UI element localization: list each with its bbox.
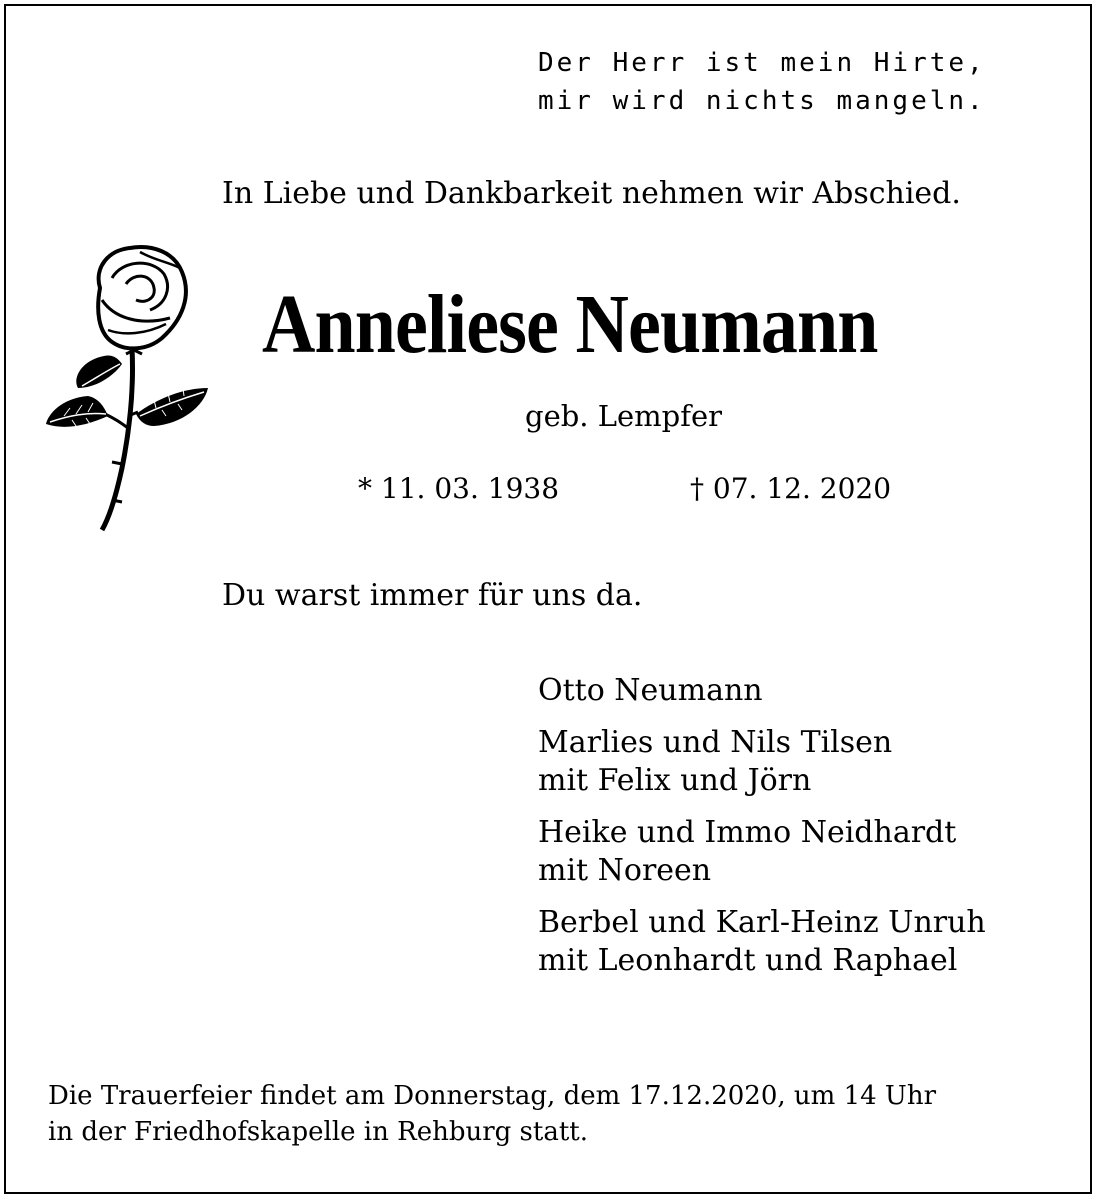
- mourner-line: Marlies und Nils Tilsen: [538, 725, 893, 760]
- mourner-line: mit Felix und Jörn: [538, 763, 812, 798]
- funeral-notice: [48, 1078, 936, 1150]
- mourners-list: [538, 672, 986, 994]
- mourner-line: Heike und Immo Neidhardt: [538, 815, 957, 850]
- birth-date: * 11. 03. 1938: [358, 472, 560, 505]
- deceased-name: Anneliese Neumann: [262, 278, 878, 371]
- psalm-line-2: mir wird nichts mangeln.: [538, 86, 986, 116]
- birth-name: geb. Lempfer: [525, 399, 722, 433]
- farewell-intro: In Liebe und Dankbarkeit nehmen wir Abschied.: [222, 176, 961, 211]
- mourner-line: Berbel und Karl-Heinz Unruh: [538, 905, 986, 940]
- mourner-line: mit Noreen: [538, 853, 712, 888]
- funeral-line-2: in der Friedhofskapelle in Rehburg statt.: [48, 1117, 589, 1147]
- memorial-quote: Du warst immer für uns da.: [222, 578, 643, 613]
- death-date: † 07. 12. 2020: [690, 472, 892, 505]
- mourner-group: [538, 672, 986, 710]
- mourner-group: [538, 724, 986, 800]
- mourner-line: mit Leonhardt und Raphael: [538, 943, 958, 978]
- psalm-verse: [538, 44, 986, 120]
- psalm-line-1: Der Herr ist mein Hirte,: [538, 48, 986, 78]
- rose-icon: [42, 238, 214, 534]
- mourner-line: Otto Neumann: [538, 673, 763, 708]
- mourner-group: [538, 904, 986, 980]
- funeral-line-1: Die Trauerfeier findet am Donnerstag, dem 17.12.2020, um 14 Uhr: [48, 1081, 937, 1111]
- mourner-group: [538, 814, 986, 890]
